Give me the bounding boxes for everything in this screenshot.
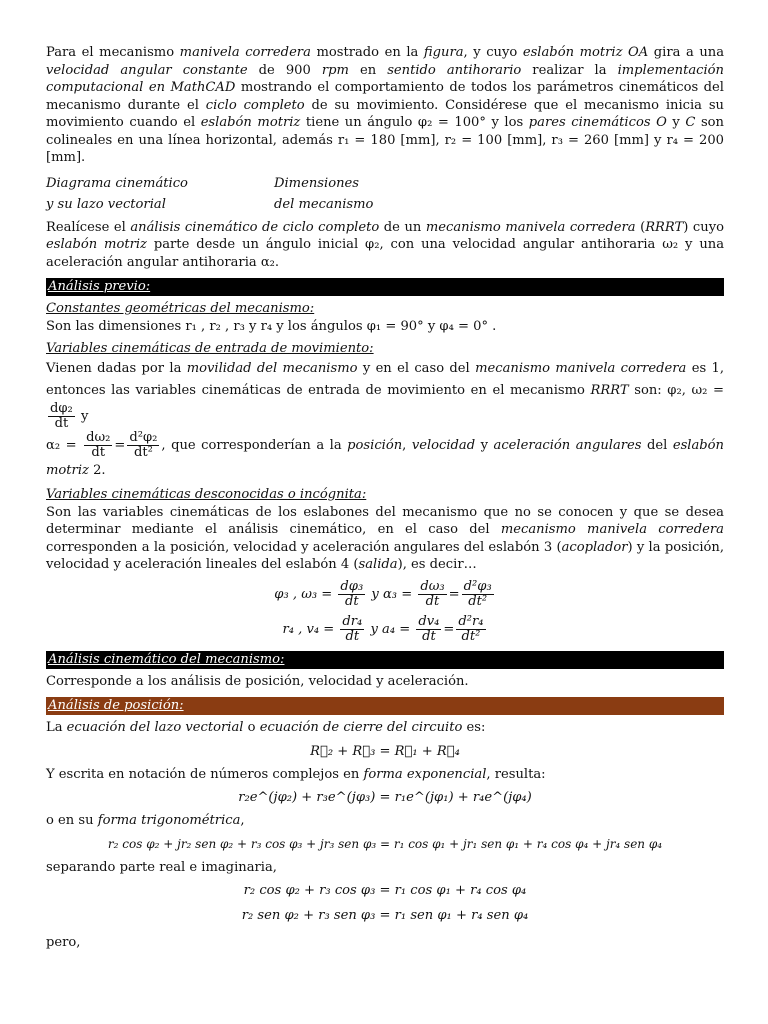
text: y (666, 115, 686, 130)
text: tiene un ángulo φ₂ = 100° y los (300, 115, 529, 130)
fraction-alpha2-b (127, 431, 159, 460)
text-italic: mecanismo manivela corredera (500, 522, 724, 537)
subheading-desconocidas: Variables cinemáticas desconocidas o incógnita: (46, 486, 367, 502)
subheading-constantes: Constantes geométricas del mecanismo: (46, 301, 315, 316)
text: , (402, 437, 412, 453)
text: La (46, 720, 67, 735)
lazo-paragraph (46, 719, 724, 737)
text: Son las variables cinemáticas de los eslabones del mecanismo que no se conocen y que se desea determinar mediante el análisis cinemático, en el caso del (46, 504, 724, 537)
denominator: dt² (468, 593, 488, 609)
text: , y cuyo (463, 45, 523, 60)
text-italic: ecuación de cierre del circuito (259, 720, 463, 735)
separando-text: separando parte real e imaginaria, (46, 859, 277, 875)
denominator: dt (345, 628, 360, 644)
denominator: dt (422, 628, 436, 644)
text-italic: salida (358, 557, 398, 572)
fraction-alpha3-a (418, 580, 446, 609)
numerator: dω₃ (420, 578, 445, 594)
eq-text: r₄ , v₄ = (282, 621, 339, 637)
pero-text: pero, (46, 935, 81, 950)
caption-left (46, 173, 274, 215)
numerator: dω₂ (86, 429, 111, 445)
text: Para el mecanismo (46, 45, 180, 60)
text: α₂ = (46, 437, 83, 453)
equals: = (114, 437, 126, 453)
text: realizar la (521, 62, 618, 78)
numerator: dφ₂ (50, 400, 73, 416)
text-italic: pares cinemáticos O (528, 115, 667, 130)
text-italic: análisis cinemático de ciclo completo (130, 219, 380, 235)
fraction-alpha3-b (462, 580, 494, 609)
desconocidas-paragraph (46, 504, 724, 574)
task-paragraph (46, 219, 724, 272)
trig-paragraph (46, 812, 724, 830)
equation-loop: R⃗₂ + R⃗₃ = R⃗₁ + R⃗₄ (310, 743, 460, 759)
eq-text: y a₄ = (366, 621, 415, 637)
text-italic: velocidad angular constante (46, 62, 248, 78)
text: Vienen dadas por la (46, 360, 187, 376)
text-italic: ecuación del lazo vectorial (66, 720, 244, 735)
text-italic: ciclo completo (205, 97, 305, 113)
text: de 900 (247, 62, 322, 78)
caption-diagram-2: y su lazo vectorial (46, 196, 166, 212)
text-italic: acoplador (561, 539, 628, 555)
text-italic: mecanismo manivela corredera (425, 219, 636, 235)
caption-dimensions: Dimensiones (274, 175, 359, 191)
text-italic: forma trigonométrica (97, 813, 241, 828)
numerator: d²φ₂ (129, 429, 158, 445)
text: ) y la posición, velocidad y aceleración lineales del eslabón 4 ( (46, 539, 724, 572)
text: y (76, 408, 89, 424)
text-italic: figura (423, 45, 464, 60)
text: corresponden a la posición, velocidad y aceleración angulares del eslabón 3 ( (46, 539, 562, 555)
text: es 1, entonces las variables cinemáticas de entrada de movimiento en el mecanismo (46, 360, 724, 398)
denominator: dt (345, 593, 359, 609)
figure-captions (46, 173, 724, 215)
text: gira a una (648, 45, 725, 60)
text: , que corresponderían a la (161, 437, 348, 453)
document-page (46, 44, 724, 952)
subheading-entrada: Variables cinemáticas de entrada de movimiento: (46, 340, 374, 356)
text: de su movimiento. Considérese que el mecanismo inicia su movimiento cuando el (46, 97, 724, 130)
fraction-v4 (340, 615, 364, 644)
fraction-alpha2-a (84, 431, 112, 460)
text-italic: C (685, 115, 696, 130)
fraction-a4-b (456, 615, 485, 644)
text: de un (379, 219, 426, 235)
constantes-text: Son las dimensiones r₁ , r₂ , r₃ y r₄ y los ángulos φ₁ = 90° y φ₄ = 0° . (46, 319, 497, 334)
text: Y escrita en notación de números complejos en (46, 766, 364, 782)
equation-trigonometric: r₂ cos φ₂ + jr₂ sen φ₂ + r₃ cos φ₃ + jr₃ sen φ₃ = r₁ cos φ₁ + jr₁ sen φ₁ + r₄ cos φ₄ + jr₄ sen φ₄ (107, 836, 663, 851)
text: , resulta: (486, 766, 546, 782)
caption-diagram: Diagrama cinemático (46, 175, 188, 191)
text-italic: posición (347, 437, 403, 453)
text-italic: eslabón motriz (200, 115, 301, 130)
equals: = (448, 586, 460, 602)
caption-right (274, 173, 373, 215)
text: y (475, 437, 494, 453)
numerator: dv₄ (418, 613, 440, 629)
text: son colineales en una línea horizontal, además r₁ = 180 [mm], r₂ = 100 [mm], r₃ = 260 [mm] y r₄ = 200 [mm]. (46, 115, 724, 165)
entrada-paragraph (46, 358, 724, 482)
equation-slider (46, 615, 724, 644)
text: mostrado en la (310, 45, 424, 60)
text-italic: aceleración angulares (493, 437, 642, 453)
text-italic: mecanismo manivela corredera (475, 360, 687, 376)
complex-paragraph (46, 766, 724, 784)
denominator: dt² (461, 628, 481, 644)
numerator: d²φ₃ (463, 578, 492, 594)
section-bar-analisis-previo: Análisis previo: (46, 278, 724, 296)
fraction-a4-a (416, 615, 441, 644)
text-italic: RRRT (590, 382, 629, 398)
text: ), es decir… (397, 557, 477, 572)
text: del (641, 437, 673, 453)
text: mostrando el comportamiento de todos los parámetros cinemáticos del mecanismo durante el (46, 80, 724, 113)
denominator: dt (54, 415, 69, 431)
equals: = (443, 621, 455, 637)
text-italic: eslabón motriz (46, 437, 724, 478)
section-bar-analisis-cinematico: Análisis cinemático del mecanismo: (46, 651, 724, 669)
numerator: dφ₃ (340, 578, 364, 594)
caption-dimensions-2: del mecanismo (274, 196, 374, 212)
text: en (348, 62, 388, 78)
denominator: dt² (133, 444, 153, 460)
text: ) cuyo (683, 219, 724, 235)
text-italic: movilidad del mecanismo (186, 360, 358, 376)
text-italic: RRRT (645, 219, 684, 235)
text-italic: manivela corredera (179, 45, 311, 60)
text: parte desde un ángulo inicial φ₂, con una velocidad angular antihoraria ω₂ y una aceleración angular antihoraria α₂. (46, 237, 725, 270)
numerator: d²r₄ (458, 613, 484, 629)
equation-real-part: r₂ cos φ₂ + r₃ cos φ₃ = r₁ cos φ₁ + r₄ cos φ₄ (243, 883, 527, 898)
text-italic: sentido antihorario (387, 62, 522, 78)
text: , (240, 813, 245, 828)
text: o en su (46, 813, 98, 828)
text: y en el caso del (357, 360, 476, 376)
denominator: dt (91, 444, 106, 460)
text: es: (462, 720, 486, 735)
text: ( (635, 219, 646, 235)
text-italic: eslabón motriz (46, 237, 147, 252)
equation-exponential: r₂e^(jφ₂) + r₃e^(jφ₃) = r₁e^(jφ₁) + r₄e^(jφ₄) (238, 790, 532, 805)
text: 2. (88, 462, 106, 478)
text-italic: eslabón motriz OA (522, 45, 649, 60)
text: o (243, 720, 260, 735)
numerator: dr₄ (342, 613, 363, 629)
cinematico-text: Corresponde a los análisis de posición, velocidad y aceleración. (46, 673, 469, 689)
text: Realícese el (46, 219, 131, 235)
fraction-omega2 (48, 402, 75, 431)
equation-imaginary-part: r₂ sen φ₂ + r₃ sen φ₃ = r₁ sen φ₁ + r₄ sen φ₄ (241, 908, 529, 923)
text: son: φ₂, ω₂ = (628, 382, 725, 398)
section-bar-analisis-posicion: Análisis de posición: (46, 697, 724, 715)
fraction-omega3 (338, 580, 365, 609)
text-italic: forma exponencial (363, 766, 487, 782)
eq-text: φ₃ , ω₃ = (274, 586, 337, 602)
eq-text: y α₃ = (367, 586, 417, 602)
intro-paragraph (46, 44, 724, 167)
text-italic: velocidad (411, 437, 476, 453)
equation-coupler (46, 580, 724, 609)
text-italic: implementación computacional en MathCAD (46, 62, 724, 95)
denominator: dt (425, 593, 440, 609)
text-italic: rpm (321, 62, 349, 78)
